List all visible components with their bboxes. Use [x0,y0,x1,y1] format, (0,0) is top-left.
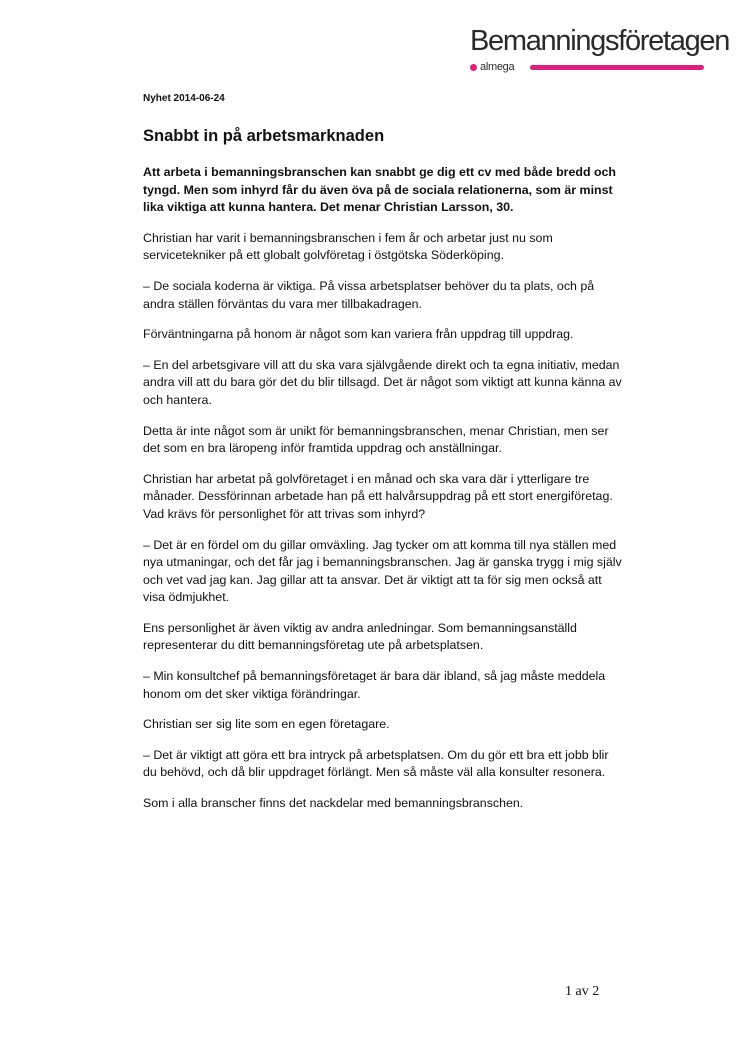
paragraph: – Min konsultchef på bemanningsföretaget är bara där ibland, så jag måste meddela honom om det sker viktiga förändringar. [143,669,606,701]
paragraph: Christian har varit i bemanningsbranschen i fem år och arbetar just nu som servicetekniker på ett globalt golvföretag i östgötska Söderköping. [143,230,553,263]
paragraph: – Det är viktigt att göra ett bra intryck på arbetsplatsen. Om du gör ett bra ett jobb blir du behövd, och då blir uppdraget förlängt. Men så måste väl alla konsulter resonera. [143,747,609,780]
logo-subtitle: almega [480,61,515,73]
paragraph: Detta är inte något som är unikt för bemanningsbranschen, menar Christian, men ser det som en bra läropeng inför framtida uppdrag och anställningar. [143,423,609,456]
paragraph: Christian har arbetat på golvföretaget i en månad och ska vara där i ytterligare tre månader. Dessförinnan arbetade han på ett halvårsuppdrag på ett stort energiföretag. Vad krävs för personlighet för att trivas som inhyrd? [143,471,613,521]
date-line: Nyhet 2014-06-24 [143,93,225,104]
logo-stripe [530,65,704,70]
paragraph: – Det är en fördel om du gillar omväxling. Jag tycker om att komma till nya ställen med nya utmaningar, och det får jag i bemanningsbranschen. Jag är ganska trygg i mig själv och vet vad jag kan. Jag gillar att ta ansvar. Det är viktigt att ta för sig men också att visa ödmjukhet. [143,537,622,605]
paragraph: – De sociala koderna är viktiga. På vissa arbetsplatser behöver du ta plats, och på andra ställen förväntas du vara mer tillbakadragen. [143,278,595,311]
logo-name: Bemanningsföretagen [470,25,730,57]
article-lead: Att arbeta i bemanningsbranschen kan snabbt ge dig ett cv med både bredd och tyngd. Men som inhyrd får du även öva på de sociala relationerna, som är minst lika viktiga att kunna hantera. Det menar Christian Larsson, 30. [143,165,616,215]
paragraph: Ens personlighet är även viktig av andra anledningar. Som bemanningsanställd representerar du ditt bemanningsföretag ute på arbetsplatsen. [143,620,577,653]
logo-bar [468,63,704,73]
article-title: Snabbt in på arbetsmarknaden [143,127,385,145]
paragraph: Christian ser sig lite som en egen företagare. [143,717,390,732]
logo-dot-icon [470,64,477,71]
page-number: 1 av 2 [565,984,600,999]
brand-logo [468,24,730,74]
paragraph: – En del arbetsgivare vill att du ska vara självgående direkt och ta egna initiativ, medan andra vill att du bara gör det du blir tillsagd. Det är något som viktigt att kunna känna av och hantera. [143,357,622,407]
article [143,92,623,813]
paragraph: Förväntningarna på honom är något som kan variera från uppdrag till uppdrag. [143,327,574,342]
paragraph: Som i alla branscher finns det nackdelar med bemanningsbranschen. [143,796,524,811]
